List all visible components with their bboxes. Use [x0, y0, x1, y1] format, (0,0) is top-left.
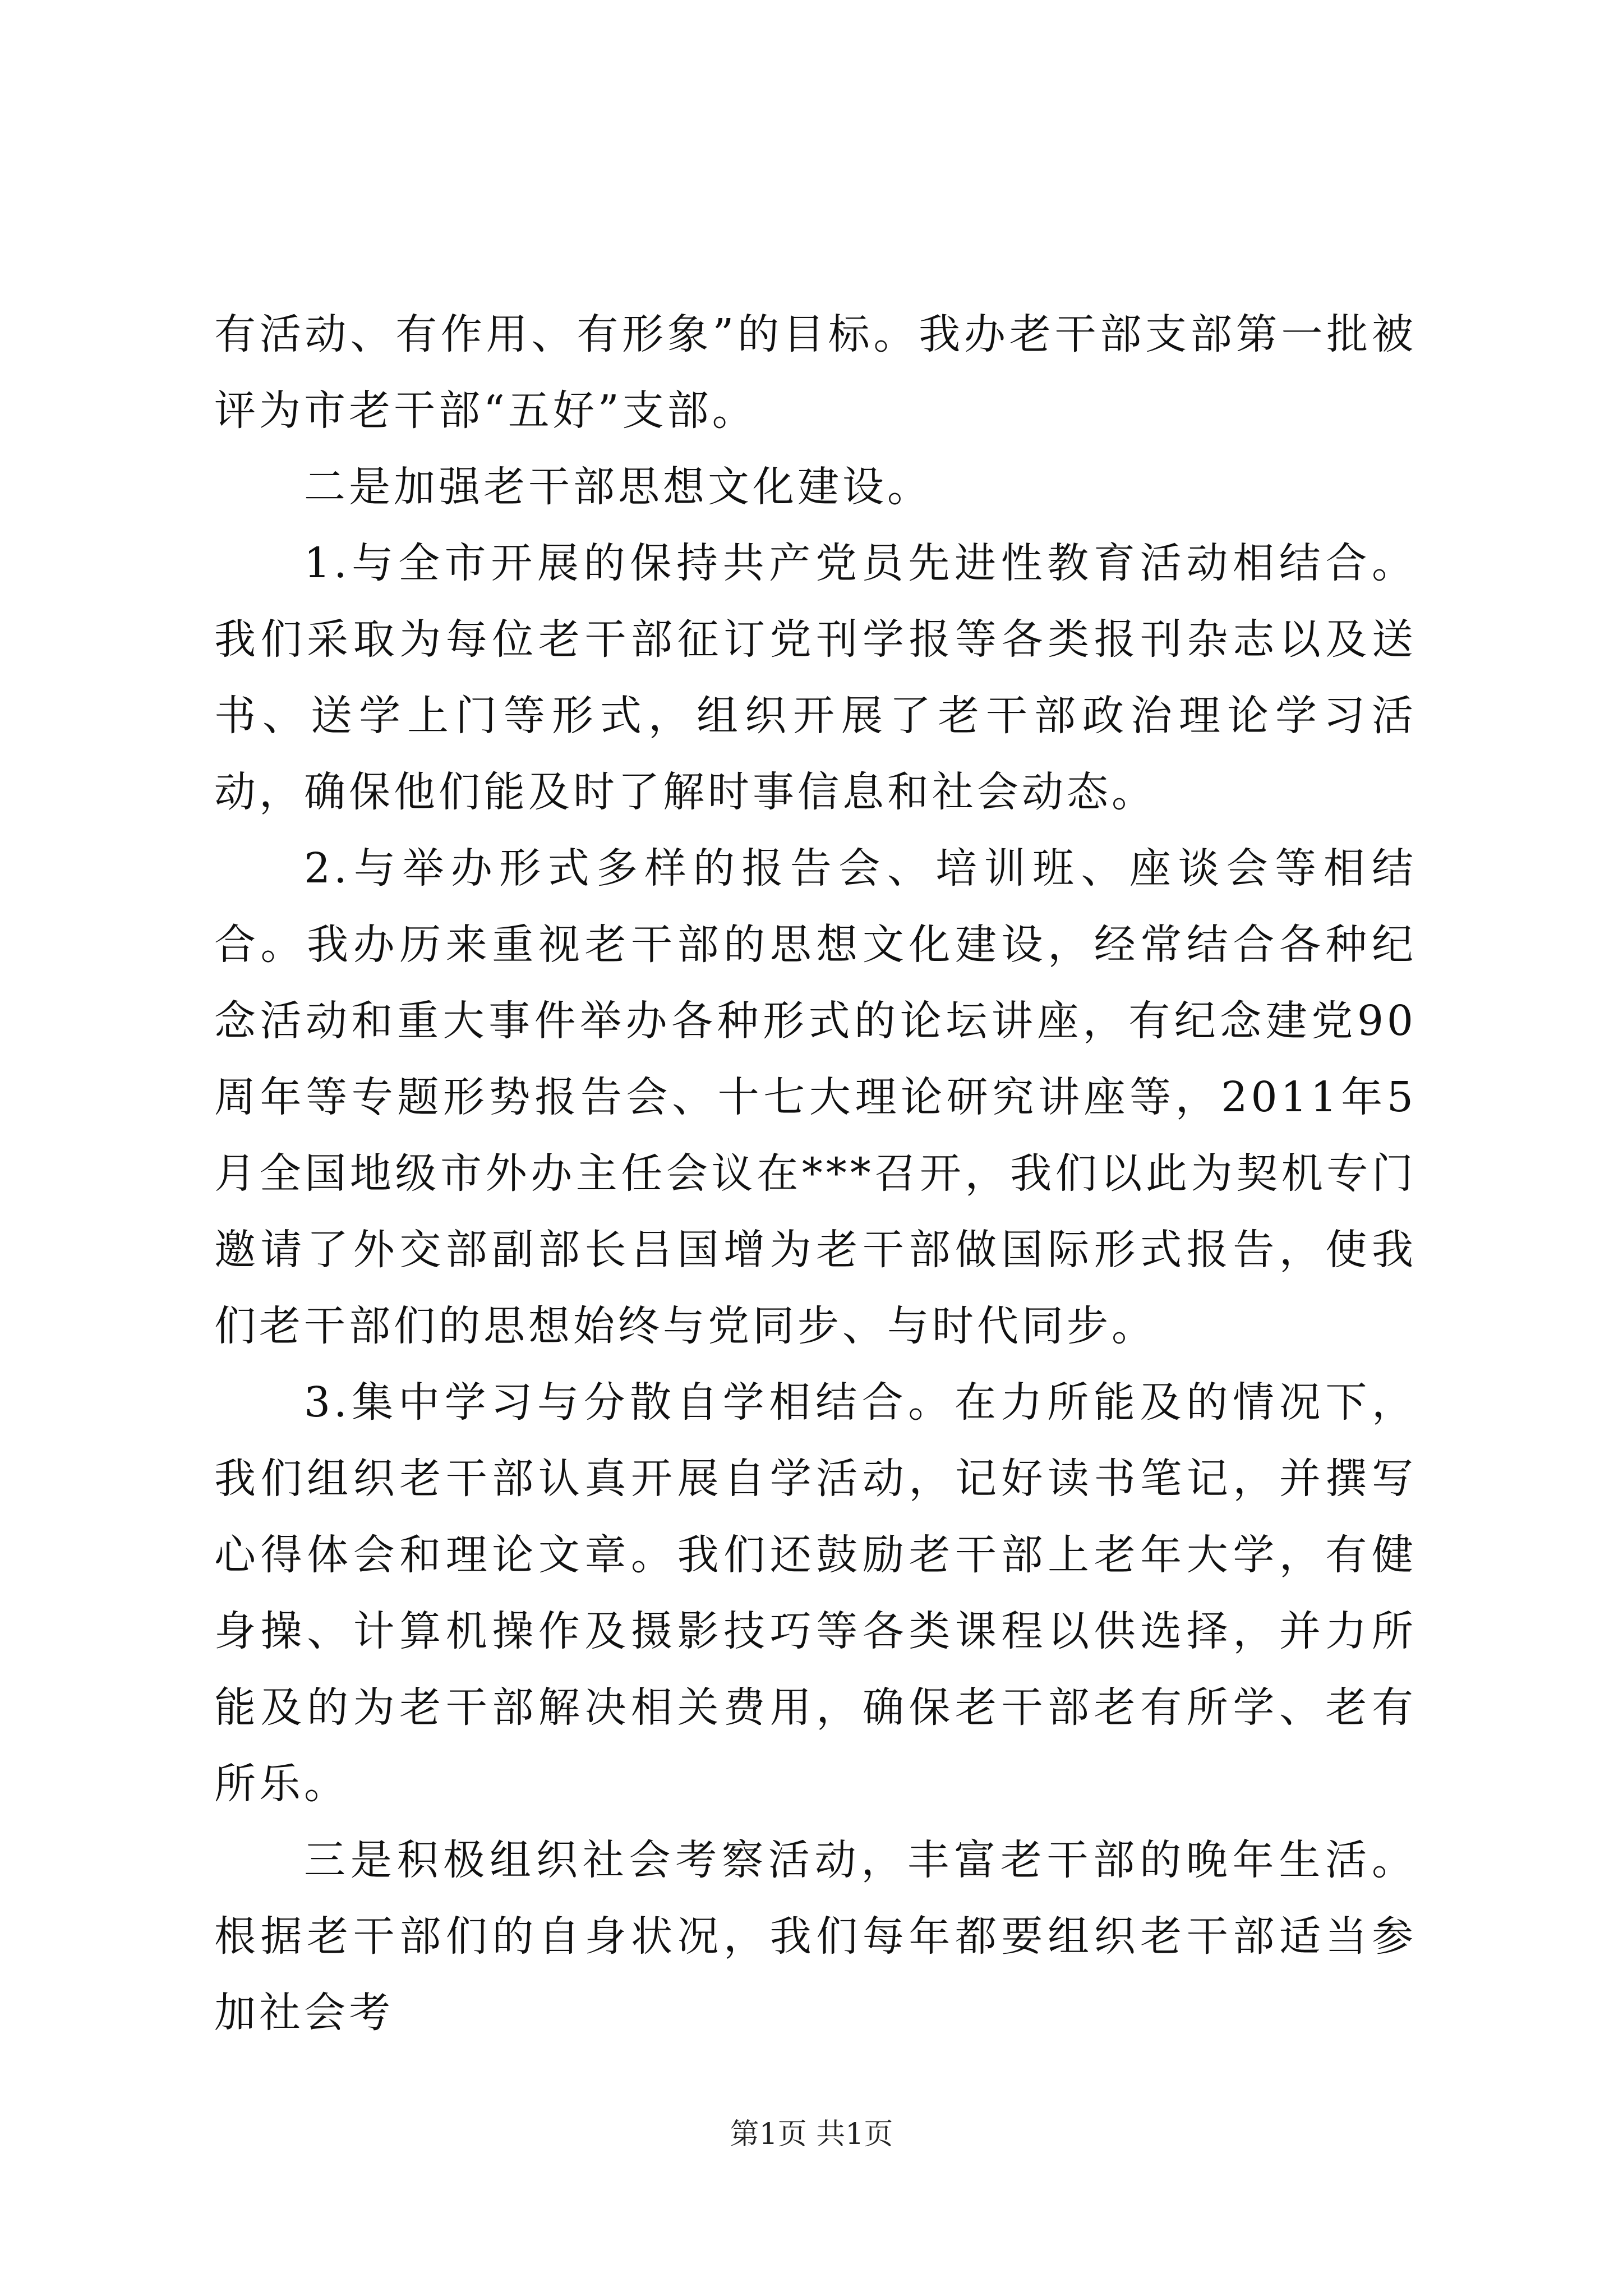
page-footer: 第1页 共1页: [730, 2118, 893, 2151]
paragraph-2: 二是加强老干部思想文化建设。: [304, 463, 932, 511]
document-body: [214, 296, 1417, 2051]
paragraph-1: 有活动、有作用、有形象”的目标。我办老干部支部第一批被评为市老干部“五好”支部。: [214, 310, 1417, 435]
paragraph-5: 3.集中学习与分散自学相结合。在力所能及的情况下，我们组织老干部认真开展自学活动，记好读书笔记，并撰写心得体会和理论文章。我们还鼓励老干部上老年大学，有健身操、计算机操作及摄影技巧等各类课程以供选择，并力所能及的为老干部解决相关费用，确保老干部老有所学、老有所乐。: [214, 1378, 1417, 1808]
paragraph-3: 1.与全市开展的保持共产党员先进性教育活动相结合。我们采取为每位老干部征订党刊学报等各类报刊杂志以及送书、送学上门等形式，组织开展了老干部政治理论学习活动，确保他们能及时了解时事信息和社会动态。: [214, 539, 1417, 816]
paragraph-6: 三是积极组织社会考察活动，丰富老干部的晚年生活。根据老干部们的自身状况，我们每年都要组织老干部适当参加社会考: [214, 1836, 1417, 2037]
paragraph-4: 2.与举办形式多样的报告会、培训班、座谈会等相结合。我办历来重视老干部的思想文化建设，经常结合各种纪念活动和重大事件举办各种形式的论坛讲座，有纪念建党90周年等专题形势报告会、十七大理论研究讲座等，2011年5月全国地级市外办主任会议在***召开，我们以此为契机专门邀请了外交部副部长吕国增为老干部做国际形式报告，使我们老干部们的思想始终与党同步、与时代同步。: [214, 844, 1417, 1350]
